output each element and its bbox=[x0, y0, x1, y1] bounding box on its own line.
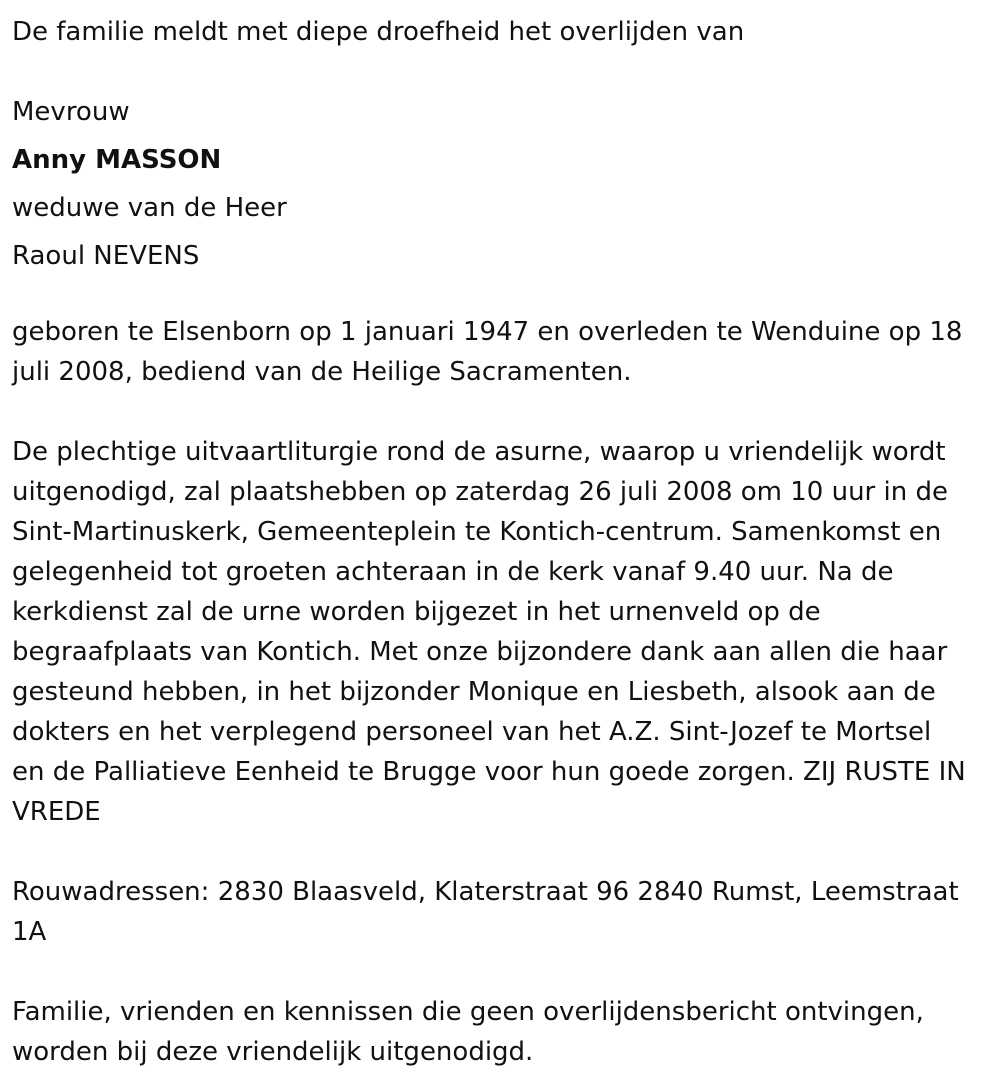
paragraph-line: worden bij deze vriendelijk uitgenodigd. bbox=[12, 1037, 534, 1067]
widow-text: weduwe van de Heer bbox=[12, 193, 287, 223]
paragraph-line: Rouwadressen: 2830 Blaasveld, Klaterstraat 96 2840 Rumst, Leemstraat bbox=[12, 877, 959, 907]
paragraph-line: 1A bbox=[12, 917, 47, 947]
address-paragraph bbox=[12, 872, 988, 952]
paragraph-line: dokters en het verplegend personeel van het A.Z. Sint-Jozef te Mortsel bbox=[12, 717, 932, 747]
invitation-paragraph bbox=[12, 992, 988, 1072]
spacer bbox=[12, 392, 988, 432]
birth-death-paragraph bbox=[12, 312, 988, 392]
title-text: Mevrouw bbox=[12, 97, 130, 127]
paragraph-line: gelegenheid tot groeten achteraan in de kerk vanaf 9.40 uur. Na de bbox=[12, 557, 894, 587]
paragraph-line: en de Palliatieve Eenheid te Brugge voor hun goede zorgen. ZIJ RUSTE IN bbox=[12, 757, 966, 787]
funeral-paragraph bbox=[12, 432, 988, 832]
paragraph-line: Sint-Martinuskerk, Gemeenteplein te Kontich-centrum. Samenkomst en bbox=[12, 517, 942, 547]
paragraph-line: uitgenodigd, zal plaatshebben op zaterdag 26 juli 2008 om 10 uur in de bbox=[12, 477, 948, 507]
paragraph-line: kerkdienst zal de urne worden bijgezet in het urnenveld op de bbox=[12, 597, 821, 627]
paragraph-line: gesteund hebben, in het bijzonder Monique en Liesbeth, alsook aan de bbox=[12, 677, 936, 707]
paragraph-line: geboren te Elsenborn op 1 januari 1947 en overleden te Wenduine op 18 bbox=[12, 317, 963, 347]
deceased-name: Anny MASSON bbox=[12, 145, 222, 175]
paragraph-line: juli 2008, bediend van de Heilige Sacramenten. bbox=[12, 357, 632, 387]
paragraph-line: begraafplaats van Kontich. Met onze bijzondere dank aan allen die haar bbox=[12, 637, 948, 667]
paragraph-line: Familie, vrienden en kennissen die geen overlijdensbericht ontvingen, bbox=[12, 997, 924, 1027]
spacer bbox=[12, 280, 988, 312]
spacer bbox=[12, 56, 988, 88]
paragraph-line: VREDE bbox=[12, 797, 101, 827]
intro-text: De familie meldt met diepe droefheid het overlijden van bbox=[12, 17, 745, 47]
paragraph-line: De plechtige uitvaartliturgie rond de asurne, waarop u vriendelijk wordt bbox=[12, 437, 946, 467]
spacer bbox=[12, 832, 988, 872]
spouse-name: Raoul NEVENS bbox=[12, 241, 200, 271]
spacer bbox=[12, 952, 988, 992]
